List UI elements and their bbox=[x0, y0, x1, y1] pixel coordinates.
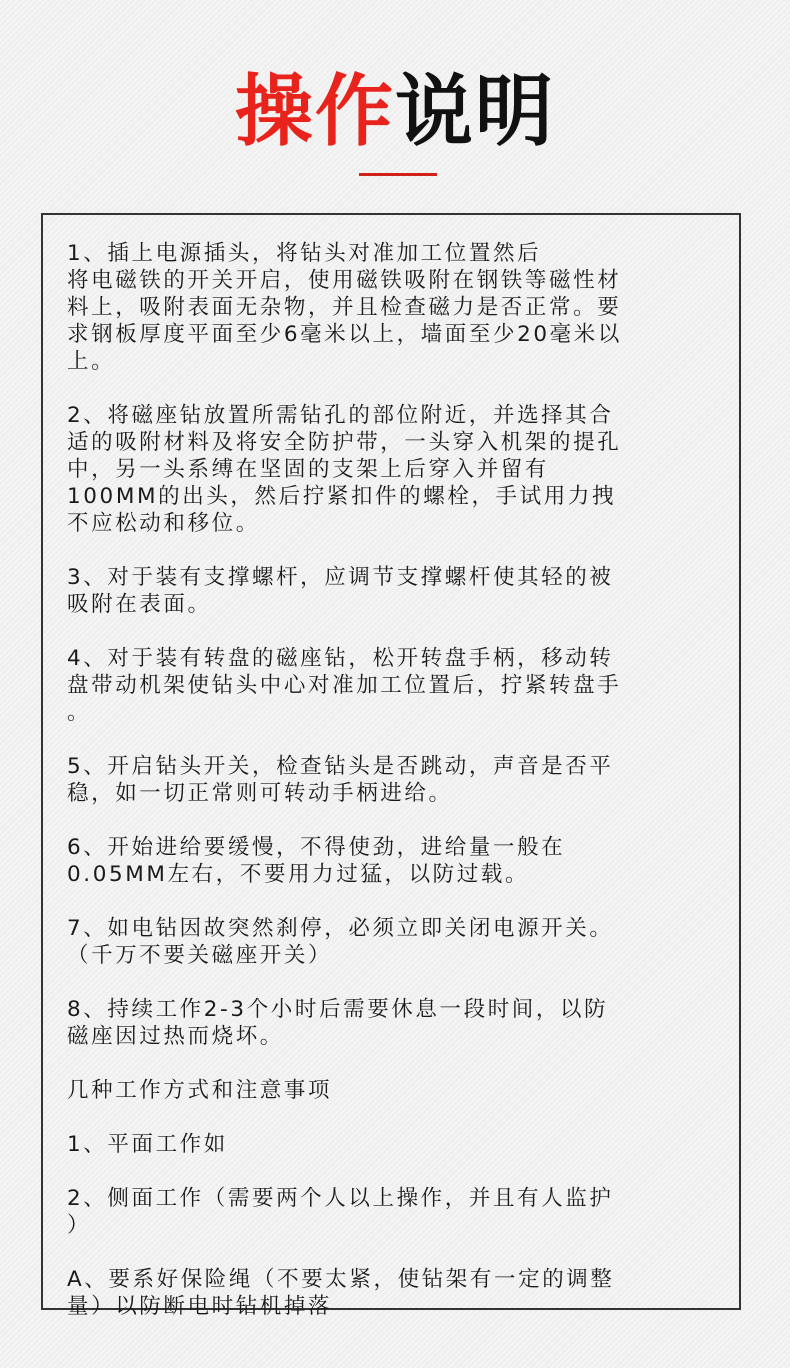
instruction-line: 8、持续工作2-3个小时后需要休息一段时间，以防 bbox=[67, 997, 609, 1022]
instruction-line: （千万不要关磁座开关） bbox=[67, 943, 333, 968]
instruction-line: 2、将磁座钻放置所需钻孔的部位附近，并选择其合 bbox=[67, 403, 614, 428]
instruction-line: 3、对于装有支撑螺杆，应调节支撑螺杆使其轻的被 bbox=[67, 565, 614, 590]
instructions-content bbox=[67, 240, 717, 1347]
instruction-paragraph bbox=[67, 564, 717, 618]
instruction-line: 适的吸附材料及将安全防护带，一头穿入机架的提孔 bbox=[67, 430, 622, 455]
instruction-paragraph bbox=[67, 753, 717, 807]
instruction-paragraph bbox=[67, 645, 717, 726]
instruction-line: 将电磁铁的开关开启，使用磁铁吸附在钢铁等磁性材 bbox=[67, 268, 622, 293]
instruction-paragraph bbox=[67, 240, 717, 375]
instruction-line: 0.05MM左右，不要用力过猛，以防过载。 bbox=[67, 862, 530, 887]
instruction-line: 料上，吸附表面无杂物，并且检查磁力是否正常。要 bbox=[67, 295, 622, 320]
instruction-line: 2、侧面工作（需要两个人以上操作，并且有人监护 bbox=[67, 1186, 614, 1211]
instruction-paragraph bbox=[67, 1077, 717, 1104]
instruction-line: 几种工作方式和注意事项 bbox=[67, 1078, 333, 1103]
instruction-line: 5、开启钻头开关，检查钻头是否跳动，声音是否平 bbox=[67, 754, 614, 779]
instruction-paragraph bbox=[67, 1131, 717, 1158]
instruction-line: 。 bbox=[67, 700, 92, 725]
instruction-line: 中，另一头系缚在坚固的支架上后穿入并留有 bbox=[67, 457, 550, 482]
instruction-line: 量）以防断电时钻机掉落 bbox=[67, 1294, 333, 1319]
instruction-paragraph bbox=[67, 1266, 717, 1320]
instructions-box bbox=[41, 213, 741, 1319]
instruction-line: 稳，如一切正常则可转动手柄进给。 bbox=[67, 781, 453, 806]
page-title bbox=[0, 64, 790, 160]
instruction-line: 100MM的出头，然后拧紧扣件的螺栓，手试用力拽 bbox=[67, 484, 617, 509]
instruction-line: 7、如电钻因故突然刹停，必须立即关闭电源开关。 bbox=[67, 916, 614, 941]
instruction-line: 求钢板厚度平面至少6毫米以上，墙面至少20毫米以 bbox=[67, 322, 622, 347]
title-red-part: 操作 bbox=[234, 67, 395, 157]
instruction-paragraph bbox=[67, 915, 717, 969]
instruction-line: A、要系好保险绳（不要太紧，使钻架有一定的调整 bbox=[67, 1267, 615, 1292]
instruction-paragraph bbox=[67, 402, 717, 537]
instruction-line: ） bbox=[67, 1213, 92, 1238]
instruction-line: 磁座因过热而烧坏。 bbox=[67, 1024, 284, 1049]
instruction-paragraph bbox=[67, 996, 717, 1050]
title-underline bbox=[359, 173, 437, 176]
instruction-line: 4、对于装有转盘的磁座钻，松开转盘手柄，移动转 bbox=[67, 646, 614, 671]
instruction-line: 1、平面工作如 bbox=[67, 1132, 228, 1157]
instruction-line: 1、插上电源插头，将钻头对准加工位置然后 bbox=[67, 241, 542, 266]
instruction-line: 盘带动机架使钻头中心对准加工位置后，拧紧转盘手 bbox=[67, 673, 622, 698]
instruction-line: 上。 bbox=[67, 349, 116, 374]
instruction-paragraph bbox=[67, 1185, 717, 1239]
instruction-line: 吸附在表面。 bbox=[67, 592, 212, 617]
title-black-part: 说明 bbox=[395, 67, 556, 157]
instruction-line: 不应松动和移位。 bbox=[67, 511, 260, 536]
instruction-paragraph bbox=[67, 834, 717, 888]
instruction-line: 6、开始进给要缓慢，不得使劲，进给量一般在 bbox=[67, 835, 566, 860]
